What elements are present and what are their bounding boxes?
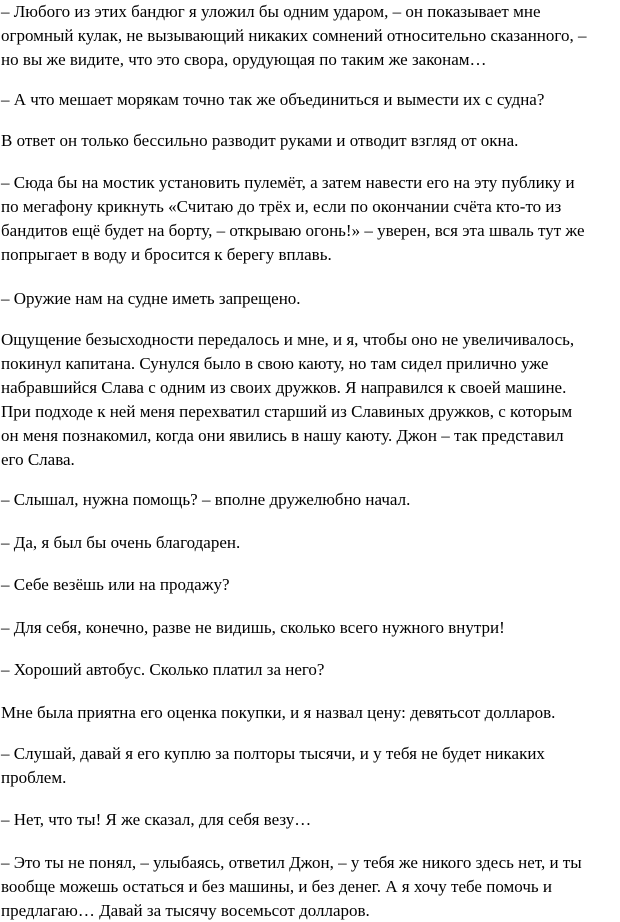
text-line: но вы же видите, что это свора, орудующая по таким же законам… — [1, 50, 487, 69]
paragraph — [1, 0, 586, 72]
paragraph — [1, 531, 240, 555]
text-line: Мне была приятна его оценка покупки, и я назвал цену: девятьсот долларов. — [1, 703, 556, 722]
paragraph — [1, 129, 518, 153]
paragraph — [1, 851, 582, 922]
text-line: покинул капитана. Сунулся было в свою каюту, но там сидел прилично уже — [1, 354, 549, 373]
text-line: он меня познакомил, когда они явились в нашу каюту. Джон – так представил — [1, 426, 564, 445]
paragraph — [1, 88, 544, 112]
text-line: – Нет, что ты! Я же сказал, для себя везу… — [1, 810, 312, 829]
paragraph — [1, 171, 585, 267]
paragraph — [1, 287, 301, 311]
text-line: – Слушай, давай я его куплю за полторы тысячи, и у тебя не будет никаких — [1, 744, 545, 763]
text-line: Ощущение безысходности передалось и мне, и я, чтобы оно не увеличивалось, — [1, 330, 575, 349]
paragraph — [1, 742, 545, 790]
text-line: набравшийся Слава с одним из своих дружков. Я направился к своей машине. — [1, 378, 567, 397]
text-line: – Хороший автобус. Сколько платил за него? — [1, 660, 325, 679]
text-line: его Слава. — [1, 450, 75, 469]
text-line: – Себе везёшь или на продажу? — [1, 575, 230, 594]
text-line: – Да, я был бы очень благодарен. — [1, 533, 241, 552]
paragraph — [1, 808, 311, 832]
text-line: – Слышал, нужна помощь? – вполне дружелюбно начал. — [1, 490, 411, 509]
paragraph — [1, 328, 574, 472]
paragraph — [1, 701, 555, 725]
text-line: В ответ он только бессильно разводит руками и отводит взгляд от окна. — [1, 131, 519, 150]
text-line: по мегафону крикнуть «Считаю до трёх и, если по окончании счёта кто-то из — [1, 197, 562, 216]
text-line: – Для себя, конечно, разве не видишь, сколько всего нужного внутри! — [1, 618, 505, 637]
paragraph — [1, 658, 324, 682]
paragraph — [1, 616, 505, 640]
text-line: вообще можешь остаться и без машины, и без денег. А я хочу тебе помочь и — [1, 877, 552, 896]
text-line: проблем. — [1, 768, 67, 787]
text-line: – Это ты не понял, – улыбаясь, ответил Джон, – у тебя же никого здесь нет, и ты — [1, 853, 582, 872]
text-line: При подходе к ней меня перехватил старший из Славиных дружков, с которым — [1, 402, 573, 421]
text-line: – Сюда бы на мостик установить пулемёт, а затем навести его на эту публику и — [1, 173, 575, 192]
text-line: огромный кулак, не вызывающий никаких сомнений относительно сказанного, – — [1, 26, 587, 45]
text-line: бандитов ещё будет на борту, – открываю огонь!» – уверен, вся эта шваль тут же — [1, 221, 585, 240]
text-line: – А что мешает морякам точно так же объединиться и вымести их с судна? — [1, 90, 545, 109]
paragraph — [1, 573, 230, 597]
text-line: предлагаю… Давай за тысячу восемьсот долларов. — [1, 901, 370, 920]
text-line: попрыгает в воду и бросится к берегу вплавь. — [1, 245, 332, 264]
paragraph — [1, 488, 410, 512]
text-line: – Любого из этих бандюг я уложил бы одним ударом, – он показывает мне — [1, 2, 541, 21]
text-line: – Оружие нам на судне иметь запрещено. — [1, 289, 301, 308]
